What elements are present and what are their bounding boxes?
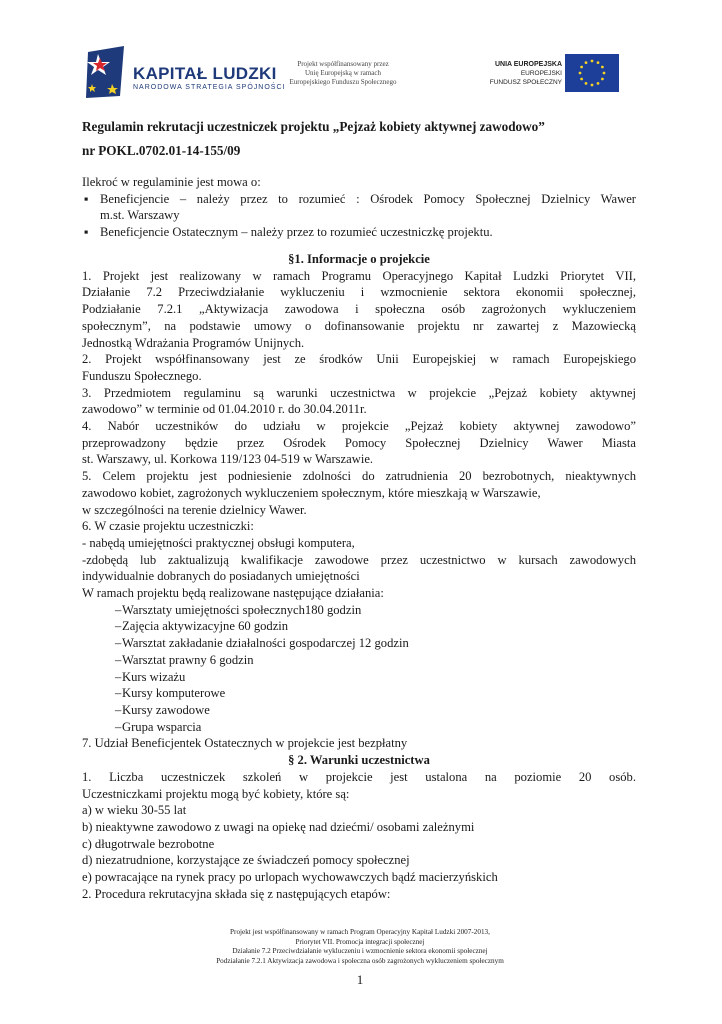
dash-icon: –: [115, 702, 122, 717]
logo-subtitle: NARODOWA STRATEGIA SPÓJNOŚCI: [133, 84, 286, 91]
logo-title: KAPITAŁ LUDZKI: [133, 64, 277, 83]
section-1: [82, 251, 636, 902]
cofinance-line: Unię Europejską w ramach: [305, 69, 381, 77]
cofinance-line: Europejskiego Funduszu Społecznego: [289, 78, 397, 86]
dash-icon: –: [115, 602, 122, 617]
activity-item: [82, 719, 636, 736]
dash-icon: –: [115, 669, 122, 684]
paragraph-line: a) w wieku 30-55 lat: [82, 803, 187, 818]
paragraph-line: 1. Projekt jest realizowany w ramach Programu Operacyjnego Kapitał Ludzki Priorytet VII,: [82, 268, 636, 283]
page-number: 1: [356, 972, 364, 987]
paragraph-line: Uczestniczkami projektu mogą być kobiety, które są:: [82, 786, 350, 801]
paragraph-line: - nabędą umiejętności praktycznej obsługi komputera,: [82, 535, 355, 550]
activity-item: [82, 652, 636, 669]
paragraph-line: W ramach projektu będą realizowane następujące działania:: [82, 586, 384, 601]
activity-label: Kursy komputerowe: [122, 686, 226, 701]
paragraph-line: 4. Nabór uczestników do udziału w projekcie „Pejzaż kobiety aktywnej zawodowo”: [82, 419, 636, 434]
paragraph-line: indywidualnie dobranych do posiadanych umiejętności: [82, 569, 360, 584]
section-2-heading: § 2. Warunki uczestnictwa: [288, 753, 430, 768]
title-line: Regulamin rekrutacji uczestniczek projektu „Pejzaż kobiety aktywnej zawodowo”: [82, 119, 545, 134]
eu-flag-icon: [565, 54, 619, 92]
eu-label-line: UNIA EUROPEJSKA: [494, 61, 562, 68]
activity-label: Warsztat zakładanie działalności gospodarczej 12 godzin: [122, 636, 409, 651]
footer-line: Projekt jest współfinansowany w ramach Program Operacyjny Kapitał Ludzki 2007-2013,: [230, 928, 490, 936]
bullet-icon: ▪: [84, 225, 89, 240]
title-line: nr POKL.0702.01-14-155/09: [82, 143, 241, 158]
footer-line: Podziałanie 7.2.1 Aktywizacja zawodowa i społeczna osób zagrożonych wykluczeniem społecznym: [216, 956, 504, 965]
activity-label: Kurs wizażu: [122, 669, 186, 684]
activity-label: Warsztaty umiejętności społecznych180 godzin: [122, 602, 362, 617]
paragraph-line: 2. Projekt współfinansowany jest ze środków Unii Europejskiej w ramach Europejskiego: [82, 352, 636, 367]
intro-block: [82, 174, 636, 241]
dash-icon: –: [115, 636, 122, 651]
cofinance-note: [278, 60, 408, 87]
paragraph-line: zawodowo” w terminie od 01.04.2010 r. do 30.04.2011r.: [82, 402, 367, 417]
paragraph-line: społecznym”, na podstawie umowy o dofinansowanie projektu nr zawartej z Mazowiecką: [82, 318, 636, 333]
activity-label: Kursy zawodowe: [122, 702, 210, 717]
paragraph-line: Działanie 7.2 Przeciwdziałanie wykluczeniu i wzmocnienie sektora ekonomii społecznej,: [82, 285, 636, 300]
activity-item: [82, 669, 636, 686]
kapital-ludzki-logo-icon: [84, 44, 128, 100]
activity-item: [82, 635, 636, 652]
dash-icon: –: [115, 719, 122, 734]
paragraph-line: Jednostką Wdrażania Programów Unijnych.: [82, 335, 305, 350]
dash-icon: –: [115, 652, 122, 667]
bullet-line: Beneficjencie – należy przez to rozumieć : Ośrodek Pomocy Społecznej Dzielnicy Wawer: [100, 191, 636, 206]
bullet-line: Beneficjencie Ostatecznym – należy przez to rozumieć uczestniczkę projektu.: [100, 225, 493, 240]
activity-item: [82, 702, 636, 719]
cofinance-line: Projekt współfinansowany przez: [297, 60, 389, 68]
paragraph-line: c) długotrwale bezrobotne: [82, 836, 215, 851]
document-title: [82, 115, 642, 163]
letterhead: [0, 0, 722, 110]
paragraph-line: b) nieaktywne zawodowo z uwagi na opiekę nad dziećmi/ osobami zależnymi: [82, 819, 475, 834]
activity-label: Grupa wsparcia: [122, 719, 202, 734]
paragraph-line: st. Warszawy, ul. Korkowa 119/123 04-519 w Warszawie.: [82, 452, 374, 467]
dash-icon: –: [115, 686, 122, 701]
paragraph-line: 7. Udział Beneficjentek Ostatecznych w projekcie jest bezpłatny: [82, 736, 408, 751]
bullet-icon: ▪: [84, 191, 89, 206]
paragraph-line: zawodowo kobiet, zagrożonych wykluczeniem społecznym, które mieszkają w Warszawie,: [82, 485, 541, 500]
paragraph-line: 6. W czasie projektu uczestniczki:: [82, 519, 254, 534]
paragraph-line: 3. Przedmiotem regulaminu są warunki uczestnictwa w projekcie „Pejzaż kobiety aktywnej: [82, 385, 636, 400]
eu-label: [470, 60, 562, 87]
activity-label: Zajęcia aktywizacyjne 60 godzin: [122, 619, 289, 634]
page-footer: [140, 928, 580, 966]
paragraph-line: Podziałanie 7.2.1 „Aktywizacja zawodowa i społeczna osób zagrożonych wykluczeniem: [82, 302, 636, 317]
section-1-heading: §1. Informacje o projekcie: [288, 252, 430, 266]
activity-item: [82, 618, 636, 635]
activity-item: [82, 685, 636, 702]
footer-line: Priorytet VII. Promocja integracji społecznej: [295, 937, 425, 946]
paragraph-line: 5. Celem projektu jest podniesienie zdolności do zatrudnienia 20 bezrobotnych, nieaktywnych: [82, 469, 636, 484]
paragraph-line: d) niezatrudnione, korzystające ze świadczeń pomocy społecznej: [82, 853, 410, 868]
intro-lead: Ilekroć w regulaminie jest mowa o:: [82, 175, 261, 189]
paragraph-line: przeprowadzony będzie przez Ośrodek Pomocy Społecznej Dzielnicy Wawer Miasta: [82, 435, 636, 450]
footer-line: Działanie 7.2 Przeciwdziałanie wykluczeniu i wzmocnienie sektora ekonomii społecznej: [232, 947, 488, 956]
paragraph-line: e) powracające na rynek pracy po urlopach wychowawczych bądź macierzyńskich: [82, 870, 498, 885]
paragraph-line: -zdobędą lub zaktualizują kwalifikacje zawodowe przez uczestnictwo w kursach zawodowych: [82, 552, 636, 567]
paragraph-line: 2. Procedura rekrutacyjna składa się z następujących etapów:: [82, 886, 391, 901]
paragraph-line: w szczególności na terenie dzielnicy Wawer.: [82, 502, 307, 517]
paragraph-line: 1. Liczba uczestniczek szkoleń w projekcie jest ustalona na poziomie 20 osób.: [82, 769, 636, 784]
eu-label-line: FUNDUSZ SPOŁECZNY: [489, 79, 562, 86]
eu-label-line: EUROPEJSKI: [520, 70, 562, 77]
intro-bullet: [82, 224, 636, 241]
dash-icon: –: [115, 619, 122, 634]
activity-label: Warsztat prawny 6 godzin: [122, 652, 254, 667]
activity-item: [82, 602, 636, 619]
paragraph-line: Funduszu Społecznego.: [82, 368, 202, 383]
intro-bullet: [82, 191, 636, 224]
bullet-line: m.st. Warszawy: [100, 208, 180, 223]
